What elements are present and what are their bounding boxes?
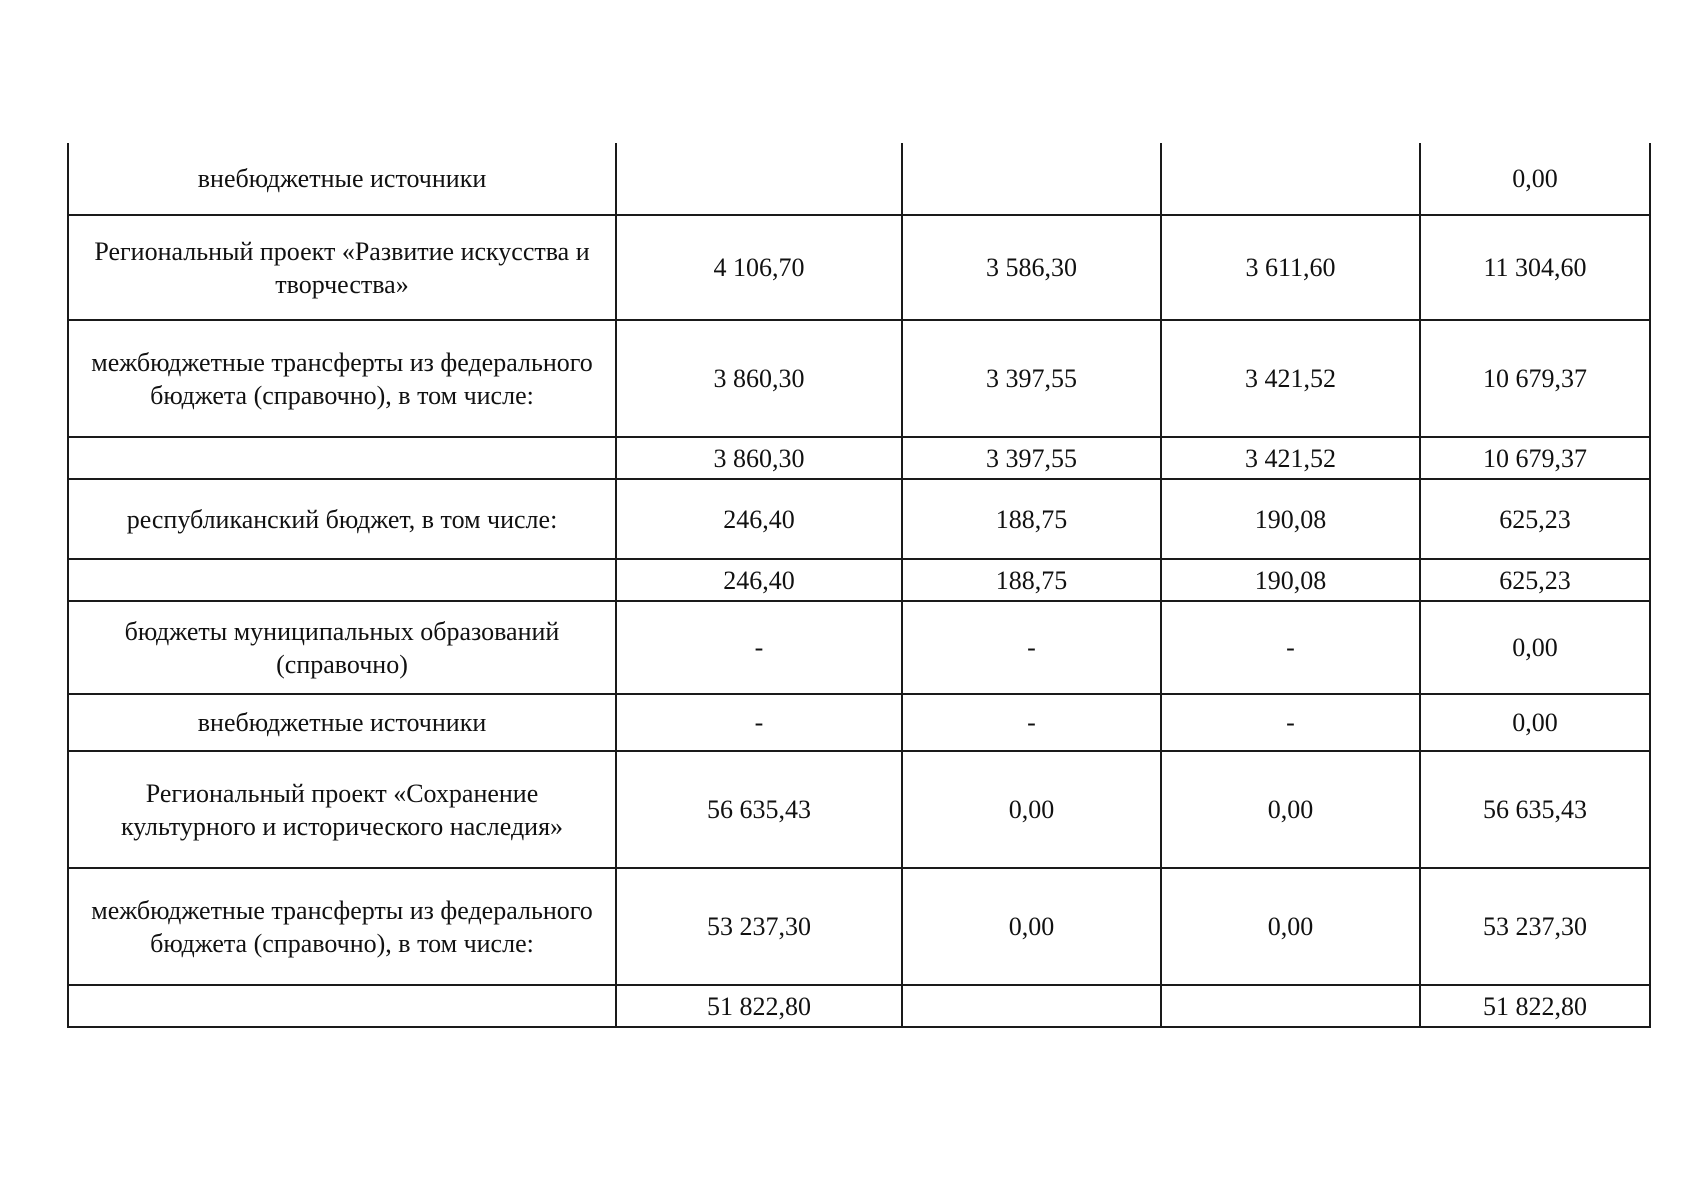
year2-cell: 3 397,55 <box>902 437 1161 479</box>
year2-cell: 0,00 <box>902 868 1161 985</box>
table-row <box>68 601 1650 694</box>
year3-cell <box>1161 985 1420 1027</box>
total-cell: 56 635,43 <box>1420 751 1650 868</box>
table-row <box>68 751 1650 868</box>
row-label-cell: республиканский бюджет, в том числе: <box>68 479 616 559</box>
year2-cell: - <box>902 694 1161 751</box>
total-cell: 53 237,30 <box>1420 868 1650 985</box>
total-cell: 51 822,80 <box>1420 985 1650 1027</box>
row-label-cell: бюджеты муниципальных образований (справочно) <box>68 601 616 694</box>
year2-cell <box>902 985 1161 1027</box>
year1-cell: 56 635,43 <box>616 751 902 868</box>
year3-cell: 3 421,52 <box>1161 320 1420 437</box>
year3-cell: 3 421,52 <box>1161 437 1420 479</box>
year2-cell: 3 397,55 <box>902 320 1161 437</box>
year1-cell: 53 237,30 <box>616 868 902 985</box>
table-row <box>68 559 1650 601</box>
table-row <box>68 985 1650 1027</box>
row-label-cell: Региональный проект «Сохранение культурного и исторического наследия» <box>68 751 616 868</box>
year1-cell: 246,40 <box>616 559 902 601</box>
year3-cell: 0,00 <box>1161 751 1420 868</box>
table-row <box>68 868 1650 985</box>
row-label-cell: внебюджетные источники <box>68 694 616 751</box>
year1-cell: 3 860,30 <box>616 320 902 437</box>
table-row <box>68 694 1650 751</box>
row-label-cell: межбюджетные трансферты из федерального бюджета (справочно), в том числе: <box>68 868 616 985</box>
total-cell: 0,00 <box>1420 143 1650 215</box>
year1-cell: 51 822,80 <box>616 985 902 1027</box>
total-cell: 625,23 <box>1420 479 1650 559</box>
row-label-cell: Региональный проект «Развитие искусства и творчества» <box>68 215 616 320</box>
table-row <box>68 143 1650 215</box>
year3-cell: 3 611,60 <box>1161 215 1420 320</box>
year3-cell: 190,08 <box>1161 559 1420 601</box>
year2-cell: 188,75 <box>902 479 1161 559</box>
total-cell: 10 679,37 <box>1420 320 1650 437</box>
year1-cell: - <box>616 694 902 751</box>
row-label-cell <box>68 559 616 601</box>
year2-cell: 3 586,30 <box>902 215 1161 320</box>
year1-cell <box>616 143 902 215</box>
table-row <box>68 320 1650 437</box>
year3-cell: 190,08 <box>1161 479 1420 559</box>
total-cell: 11 304,60 <box>1420 215 1650 320</box>
row-label-cell: внебюджетные источники <box>68 143 616 215</box>
total-cell: 10 679,37 <box>1420 437 1650 479</box>
year2-cell: 0,00 <box>902 751 1161 868</box>
table-row <box>68 215 1650 320</box>
year2-cell <box>902 143 1161 215</box>
table-row <box>68 479 1650 559</box>
year3-cell: 0,00 <box>1161 868 1420 985</box>
year2-cell: - <box>902 601 1161 694</box>
year2-cell: 188,75 <box>902 559 1161 601</box>
year3-cell: - <box>1161 601 1420 694</box>
total-cell: 0,00 <box>1420 601 1650 694</box>
row-label-cell <box>68 985 616 1027</box>
year1-cell: 4 106,70 <box>616 215 902 320</box>
year1-cell: 3 860,30 <box>616 437 902 479</box>
row-label-cell: межбюджетные трансферты из федерального бюджета (справочно), в том числе: <box>68 320 616 437</box>
total-cell: 0,00 <box>1420 694 1650 751</box>
budget-table <box>67 143 1651 1028</box>
total-cell: 625,23 <box>1420 559 1650 601</box>
year3-cell: - <box>1161 694 1420 751</box>
year3-cell <box>1161 143 1420 215</box>
table-row <box>68 437 1650 479</box>
year1-cell: - <box>616 601 902 694</box>
year1-cell: 246,40 <box>616 479 902 559</box>
row-label-cell <box>68 437 616 479</box>
